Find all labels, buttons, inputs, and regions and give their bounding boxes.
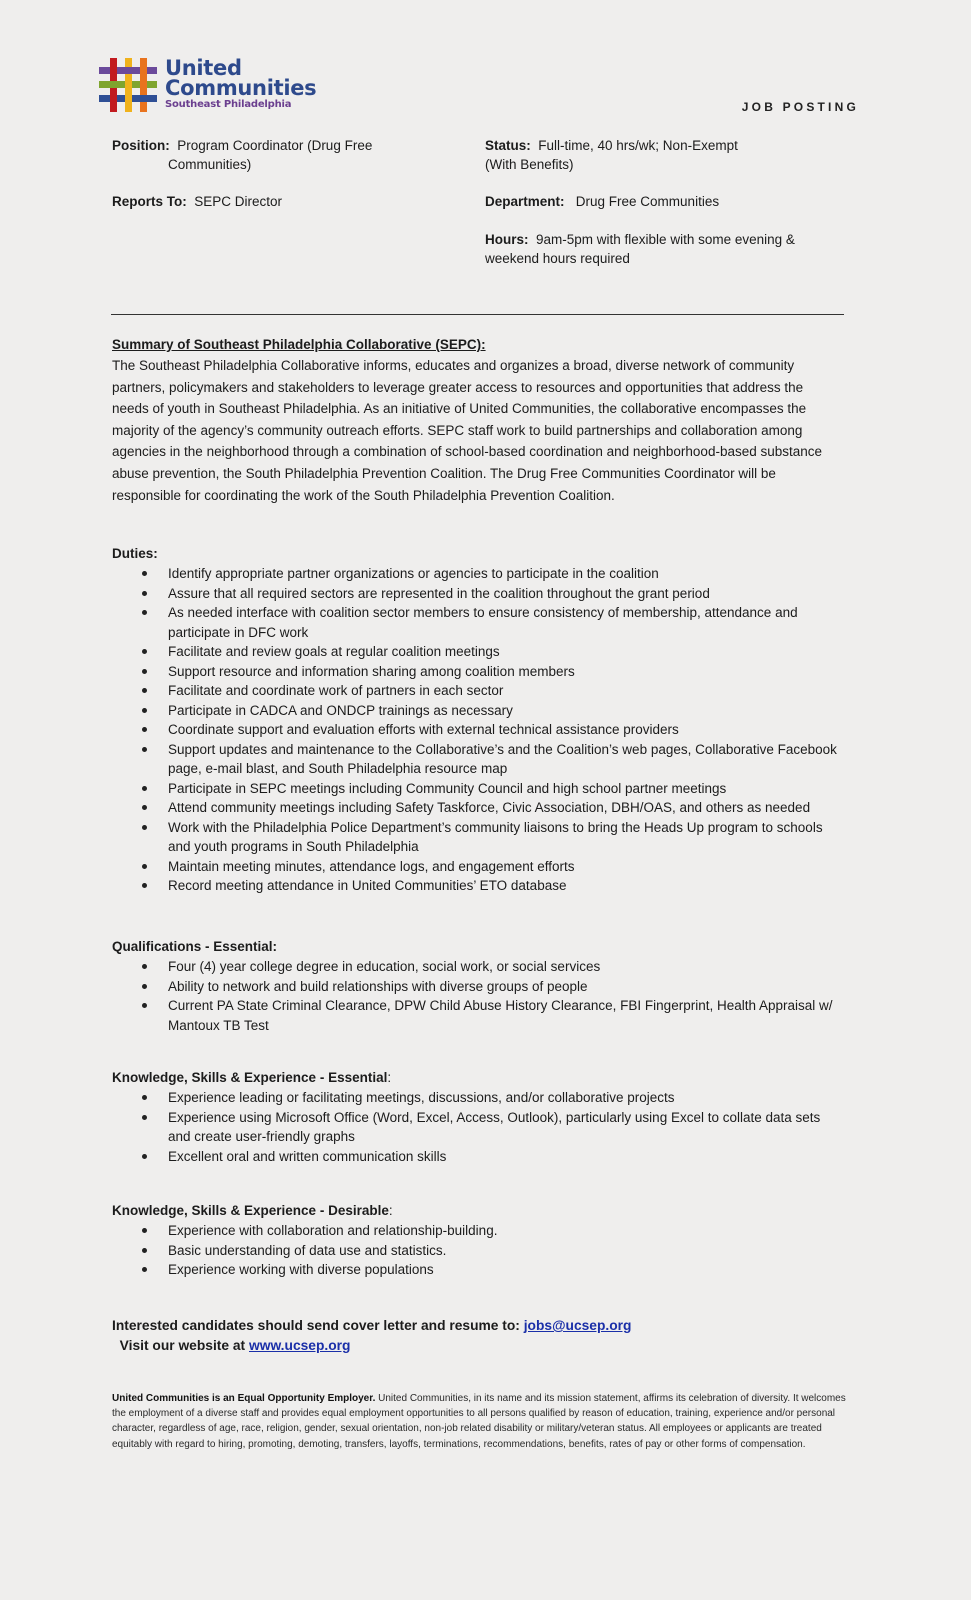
duty-text: Coordinate support and evaluation efforts with external technical assistance providers (168, 722, 679, 737)
duty-text: Attend community meetings including Safety Taskforce, Civic Association, DBH/OAS, and others as needed (168, 800, 811, 815)
ksa-desirable-heading (112, 1200, 842, 1221)
status-value-line1: Full-time, 40 hrs/wk; Non-Exempt (538, 138, 738, 153)
department-value: Drug Free Communities (575, 194, 720, 209)
list-item (112, 1221, 842, 1241)
qualifications-list (112, 957, 842, 1035)
bullet-icon (142, 1115, 147, 1120)
header-divider (111, 314, 844, 315)
united-communities-logo (99, 56, 317, 118)
list-item (112, 957, 842, 977)
duty-text: Record meeting attendance in United Communities’ ETO database (168, 878, 567, 893)
bullet-icon (142, 883, 147, 888)
hours-value-line1: 9am-5pm with flexible with some evening & (536, 232, 795, 247)
status-value-line2: (With Benefits) (485, 157, 574, 172)
bullet-icon (142, 805, 147, 810)
bullet-icon (142, 1248, 147, 1253)
equal-opportunity-statement (112, 1391, 847, 1452)
duty-text: As needed interface with coalition sector members to ensure consistency of membership, attendance and participate in DFC work (168, 605, 798, 640)
bullet-icon (142, 708, 147, 713)
list-item (112, 681, 842, 701)
ksa-essential-heading (112, 1067, 842, 1088)
bullet-icon (142, 649, 147, 654)
list-item (112, 701, 842, 721)
duty-text: Identify appropriate partner organizations or agencies to participate in the coalition (168, 566, 659, 581)
duty-text: Assure that all required sectors are represented in the coalition throughout the grant period (168, 585, 710, 601)
bullet-icon (142, 591, 147, 596)
ksa-text: Experience leading or facilitating meetings, discussions, and/or collaborative projects (168, 1090, 675, 1105)
list-item (112, 1241, 842, 1261)
bullet-icon (142, 669, 147, 674)
eoe-heading: United Communities is an Equal Opportunity Employer. (112, 1393, 376, 1404)
heading-colon: : (388, 1203, 393, 1218)
qualifications-heading: Qualifications - Essential: (112, 939, 278, 954)
reports-to-field (112, 192, 282, 211)
list-item (112, 798, 842, 818)
summary-section (112, 334, 842, 506)
department-field (485, 192, 719, 211)
list-item (112, 857, 842, 877)
ksa-desirable-heading-text: Knowledge, Skills & Experience - Desirable (112, 1203, 389, 1218)
reports-to-value: SEPC Director (194, 194, 283, 209)
list-item (112, 740, 842, 779)
contact-website-text: Visit our website at (112, 1338, 249, 1353)
duty-text: Participate in SEPC meetings including Community Council and high school partner meetings (168, 780, 727, 796)
ksa-essential-list (112, 1088, 842, 1166)
bullet-icon (142, 610, 147, 615)
weave-logo-icon (99, 58, 157, 112)
qualification-text: Four (4) year college degree in education, social work, or social services (168, 959, 601, 974)
duty-text: Facilitate and coordinate work of partners in each sector (168, 683, 504, 698)
hours-value-line2: weekend hours required (485, 251, 630, 266)
contact-instructions (112, 1316, 852, 1356)
position-value-line1: Program Coordinator (Drug Free (177, 138, 373, 153)
bullet-icon (142, 571, 147, 576)
list-item (112, 584, 842, 604)
contact-text: Interested candidates should send cover letter and resume to: (112, 1318, 524, 1333)
bullet-icon (142, 727, 147, 732)
duty-text: Work with the Philadelphia Police Department’s community liaisons to bring the Heads Up program to schools and youth programs in South Philadelphia (168, 819, 823, 854)
duty-text: Support updates and maintenance to the Collaborative’s and the Coalition’s web pages, Collaborative Facebook page, e-mail blast, and South Philadelphia resource map (168, 741, 837, 776)
ksa-text: Experience using Microsoft Office (Word, Excel, Access, Outlook), particularly using Excel to collate data sets and create user-friendly graphs (168, 1109, 821, 1144)
list-item (112, 876, 842, 896)
duty-text: Participate in CADCA and ONDCP trainings as necessary (168, 702, 513, 718)
logo-wordmark (165, 58, 316, 111)
duties-list (112, 564, 842, 896)
bullet-icon (142, 1154, 147, 1159)
list-item (112, 996, 842, 1035)
duties-section (112, 543, 842, 896)
bullet-icon (142, 1267, 147, 1272)
list-item (112, 818, 842, 857)
bullet-icon (142, 964, 147, 969)
heading-colon: : (387, 1070, 392, 1085)
ksa-essential-heading-text: Knowledge, Skills & Experience - Essential (112, 1070, 388, 1085)
job-posting-label: JOB POSTING (741, 100, 859, 114)
list-item (112, 603, 842, 642)
reports-to-label: Reports To: (112, 194, 187, 209)
list-item (112, 977, 842, 997)
duty-text: Support resource and information sharing among coalition members (168, 663, 575, 679)
list-item (112, 642, 842, 662)
duty-text: Facilitate and review goals at regular coalition meetings (168, 644, 500, 659)
status-field (485, 136, 845, 174)
email-link[interactable]: jobs@ucsep.org (523, 1318, 632, 1333)
list-item (112, 779, 842, 799)
ksa-desirable-section (112, 1200, 842, 1280)
ksa-text: Basic understanding of data use and statistics. (168, 1242, 447, 1258)
qualifications-section (112, 936, 842, 1035)
eoe-body: United Communities, in its name and its mission statement, affirms its celebration of diversity. It welcomes the employment of a diverse staff and provides equal employment opportunities to all persons qualified by reason of education, training, experience and/or personal character, regardless of age, race, religion, gender, sexual orientation, non-job related disability or military/veteran status. All employees or applicants are treated equitably with regard to hiring, promoting, demoting, transfers, layoffs, terminations, recommendations, benefits, rates of pay or other forms of compensation. (112, 1393, 846, 1450)
list-item (112, 662, 842, 682)
list-item (112, 720, 842, 740)
qualification-text: Current PA State Criminal Clearance, DPW Child Abuse History Clearance, FBI Fingerprint, Health Appraisal w/ Mantoux TB Test (168, 998, 833, 1033)
logo-line-communities: Communities (165, 76, 317, 100)
bullet-icon (142, 747, 147, 752)
bullet-icon (142, 786, 147, 791)
status-label: Status: (485, 138, 531, 153)
ksa-text: Excellent oral and written communication skills (168, 1148, 447, 1164)
hours-field (485, 230, 845, 268)
position-field (112, 136, 432, 174)
list-item (112, 1260, 842, 1280)
duty-text: Maintain meeting minutes, attendance logs, and engagement efforts (168, 858, 575, 874)
hours-label: Hours: (485, 232, 529, 247)
department-label: Department: (485, 194, 565, 209)
logo-subtitle: Southeast Philadelphia (165, 99, 292, 110)
summary-body: The Southeast Philadelphia Collaborative informs, educates and organizes a broad, diverse network of community partners, policymakers and stakeholders to leverage greater access to resources and opportunities that address the needs of youth in Southeast Philadelphia. As an initiative of United Communities, the collaborative encompasses the majority of the agency’s community outreach efforts. SEPC staff work to build partnerships and collaboration among agencies in the neighborhood through a combination of school-based coordination and neighborhood-based substance abuse prevention, the South Philadelphia Prevention Coalition. The Drug Free Communities Coordinator will be responsible for coordinating the work of the South Philadelphia Prevention Coalition. (112, 358, 823, 503)
summary-heading: Summary of Southeast Philadelphia Collaborative (SEPC): (112, 337, 486, 352)
ksa-essential-section (112, 1067, 842, 1166)
bullet-icon (142, 864, 147, 869)
ksa-text: Experience working with diverse populations (168, 1262, 434, 1277)
bullet-icon (142, 1003, 147, 1008)
website-link[interactable]: www.ucsep.org (249, 1338, 351, 1353)
list-item (112, 564, 842, 584)
bullet-icon (142, 1228, 147, 1233)
bullet-icon (142, 984, 147, 989)
position-label: Position: (112, 138, 170, 153)
list-item (112, 1088, 842, 1108)
bullet-icon (142, 825, 147, 830)
ksa-text: Experience with collaboration and relationship-building. (168, 1223, 498, 1238)
qualification-text: Ability to network and build relationships with diverse groups of people (168, 978, 588, 994)
ksa-desirable-list (112, 1221, 842, 1280)
bullet-icon (142, 688, 147, 693)
bullet-icon (142, 1095, 147, 1100)
list-item (112, 1147, 842, 1167)
duties-heading: Duties: (112, 546, 158, 561)
list-item (112, 1108, 842, 1147)
position-value-line2: Communities) (168, 157, 252, 172)
logo-line-united: United (165, 56, 242, 80)
